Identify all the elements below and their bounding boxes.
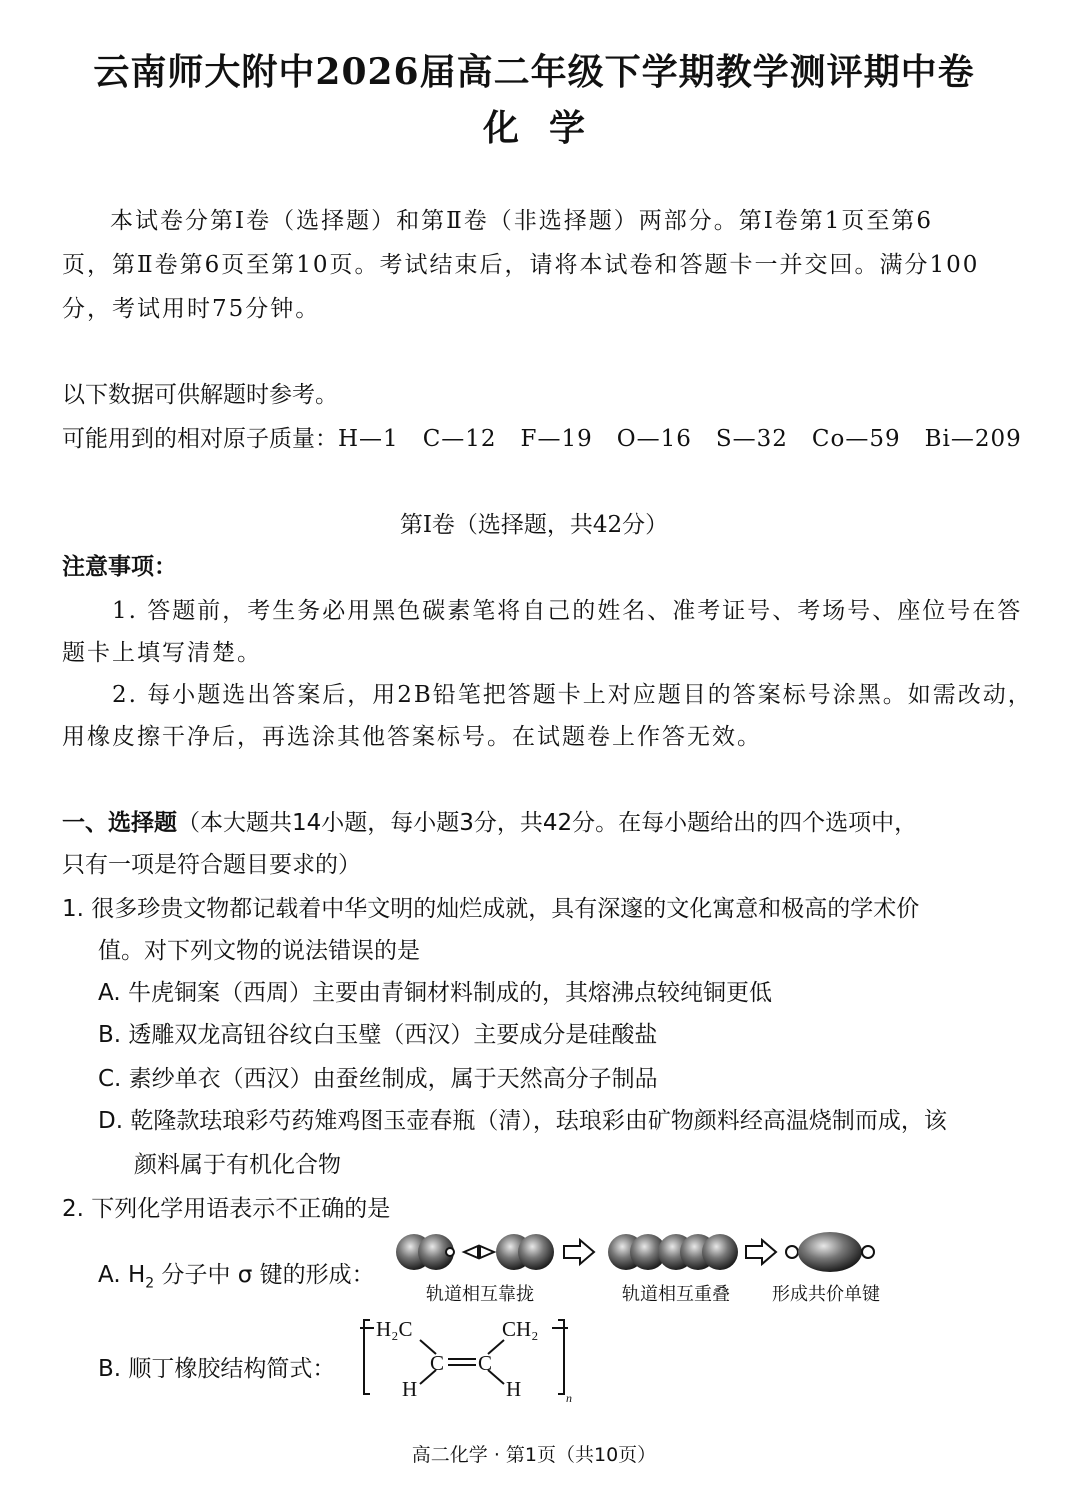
orbitals-approaching-2-icon bbox=[496, 1234, 554, 1270]
arrows-approach-icon bbox=[464, 1246, 494, 1258]
q1-option-a: A. 牛虎铜案（西周）主要由青铜材料制成的，其熔沸点较纯铜更低 bbox=[98, 980, 772, 1006]
q2-option-a-sub: 2 bbox=[145, 1275, 155, 1292]
arrow-right-icon-2 bbox=[746, 1240, 776, 1264]
exam-title: 云南师大附中2026届高二年级下学期教学测评期中卷 bbox=[93, 51, 975, 93]
covalent-bond-icon bbox=[786, 1232, 874, 1272]
intro-line-3: 分，考试用时75分钟。 bbox=[62, 296, 321, 322]
atom-c-right: C bbox=[478, 1351, 493, 1375]
q1-option-d-line-2: 颜料属于有机化合物 bbox=[134, 1152, 341, 1178]
diagram-label-overlap: 轨道相互重叠 bbox=[622, 1284, 730, 1305]
q1-option-c: C. 素纱单衣（西汉）由蚕丝制成，属于天然高分子制品 bbox=[98, 1066, 658, 1092]
atom-c-left: C bbox=[430, 1351, 445, 1375]
notice-2-line-2: 用橡皮擦干净后，再选涂其他答案标号。在试题卷上作答无效。 bbox=[62, 724, 762, 750]
q2-option-a-suffix: 分子中 σ 键的形成： bbox=[154, 1262, 375, 1288]
page-footer: 高二化学 · 第1页（共10页） bbox=[411, 1444, 657, 1466]
intro-line-2: 页，第Ⅱ卷第6页至第10页。考试结束后，请将本试卷和答题卡一并交回。满分100 bbox=[62, 252, 980, 278]
q1-option-d-line-1: D. 乾隆款珐琅彩芍药雉鸡图玉壶春瓶（清），珐琅彩由矿物颜料经高温烧制而成，该 bbox=[98, 1108, 947, 1134]
repeat-n: n bbox=[566, 1391, 572, 1405]
atomic-masses bbox=[62, 420, 1022, 453]
atomic-masses-label: 可能用到的相对原子质量： bbox=[62, 426, 338, 452]
q2-option-a-prefix: A. H bbox=[98, 1262, 146, 1288]
q2-option-a bbox=[98, 1256, 375, 1292]
q1-stem-line-1: 1. 很多珍贵文物都记载着中华文明的灿烂成就，具有深邃的文化寓意和极高的学术价 bbox=[62, 896, 920, 922]
notice-2-line-1: 2. 每小题选出答案后，用2B铅笔把答题卡上对应题目的答案标号涂黑。如需改动， bbox=[112, 682, 1033, 708]
orbitals-overlapping-icon bbox=[608, 1234, 738, 1270]
subject-title: 化学 bbox=[482, 107, 615, 149]
diagram-label-approach: 轨道相互靠拢 bbox=[426, 1284, 534, 1305]
left-bracket-icon bbox=[364, 1320, 370, 1394]
notice-1-line-2: 题卡上填写清楚。 bbox=[62, 640, 262, 666]
section-heading: 第Ⅰ卷（选择题，共42分） bbox=[399, 512, 669, 538]
part-1-desc: （本大题共14小题，每小题3分，共42分。在每小题给出的四个选项中， bbox=[177, 810, 918, 836]
right-bracket-icon bbox=[558, 1320, 564, 1394]
atomic-masses-values: H—1 C—12 F—19 O—16 S—32 Co—59 Bi—209 bbox=[338, 426, 1022, 452]
q2-option-b: B. 顺丁橡胶结构简式： bbox=[98, 1356, 336, 1382]
notice-1-line-1: 1. 答题前，考生务必用黑色碳素笔将自己的姓名、准考证号、考场号、座位号在答 bbox=[112, 598, 1023, 624]
atom-h-right: H bbox=[506, 1377, 522, 1401]
sigma-bond-diagram bbox=[390, 1226, 890, 1282]
q1-option-b: B. 透雕双龙高钮谷纹白玉璧（西汉）主要成分是硅酸盐 bbox=[98, 1022, 658, 1048]
intro-line-1: 本试卷分第Ⅰ卷（选择题）和第Ⅱ卷（非选择题）两部分。第Ⅰ卷第1页至第6 bbox=[110, 208, 934, 234]
part-1-label: 一、选择题 bbox=[62, 810, 177, 836]
part-1-desc-2: 只有一项是符合题目要求的） bbox=[62, 852, 361, 878]
q1-stem-line-2: 值。对下列文物的说法错误的是 bbox=[98, 938, 420, 964]
notice-label: 注意事项： bbox=[62, 554, 177, 580]
cis-polybutadiene-structure bbox=[356, 1310, 576, 1406]
part-1-heading bbox=[62, 804, 917, 837]
arrow-right-icon bbox=[564, 1240, 594, 1264]
diagram-label-bond: 形成共价单键 bbox=[772, 1284, 880, 1305]
group-h2c: H₂C bbox=[376, 1317, 413, 1341]
q2-stem: 2. 下列化学用语表示不正确的是 bbox=[62, 1196, 391, 1222]
atom-h-left: H bbox=[402, 1377, 418, 1401]
group-ch2: CH₂ bbox=[502, 1317, 539, 1341]
reference-intro: 以下数据可供解题时参考。 bbox=[62, 382, 338, 408]
orbitals-approaching-icon bbox=[396, 1234, 454, 1270]
